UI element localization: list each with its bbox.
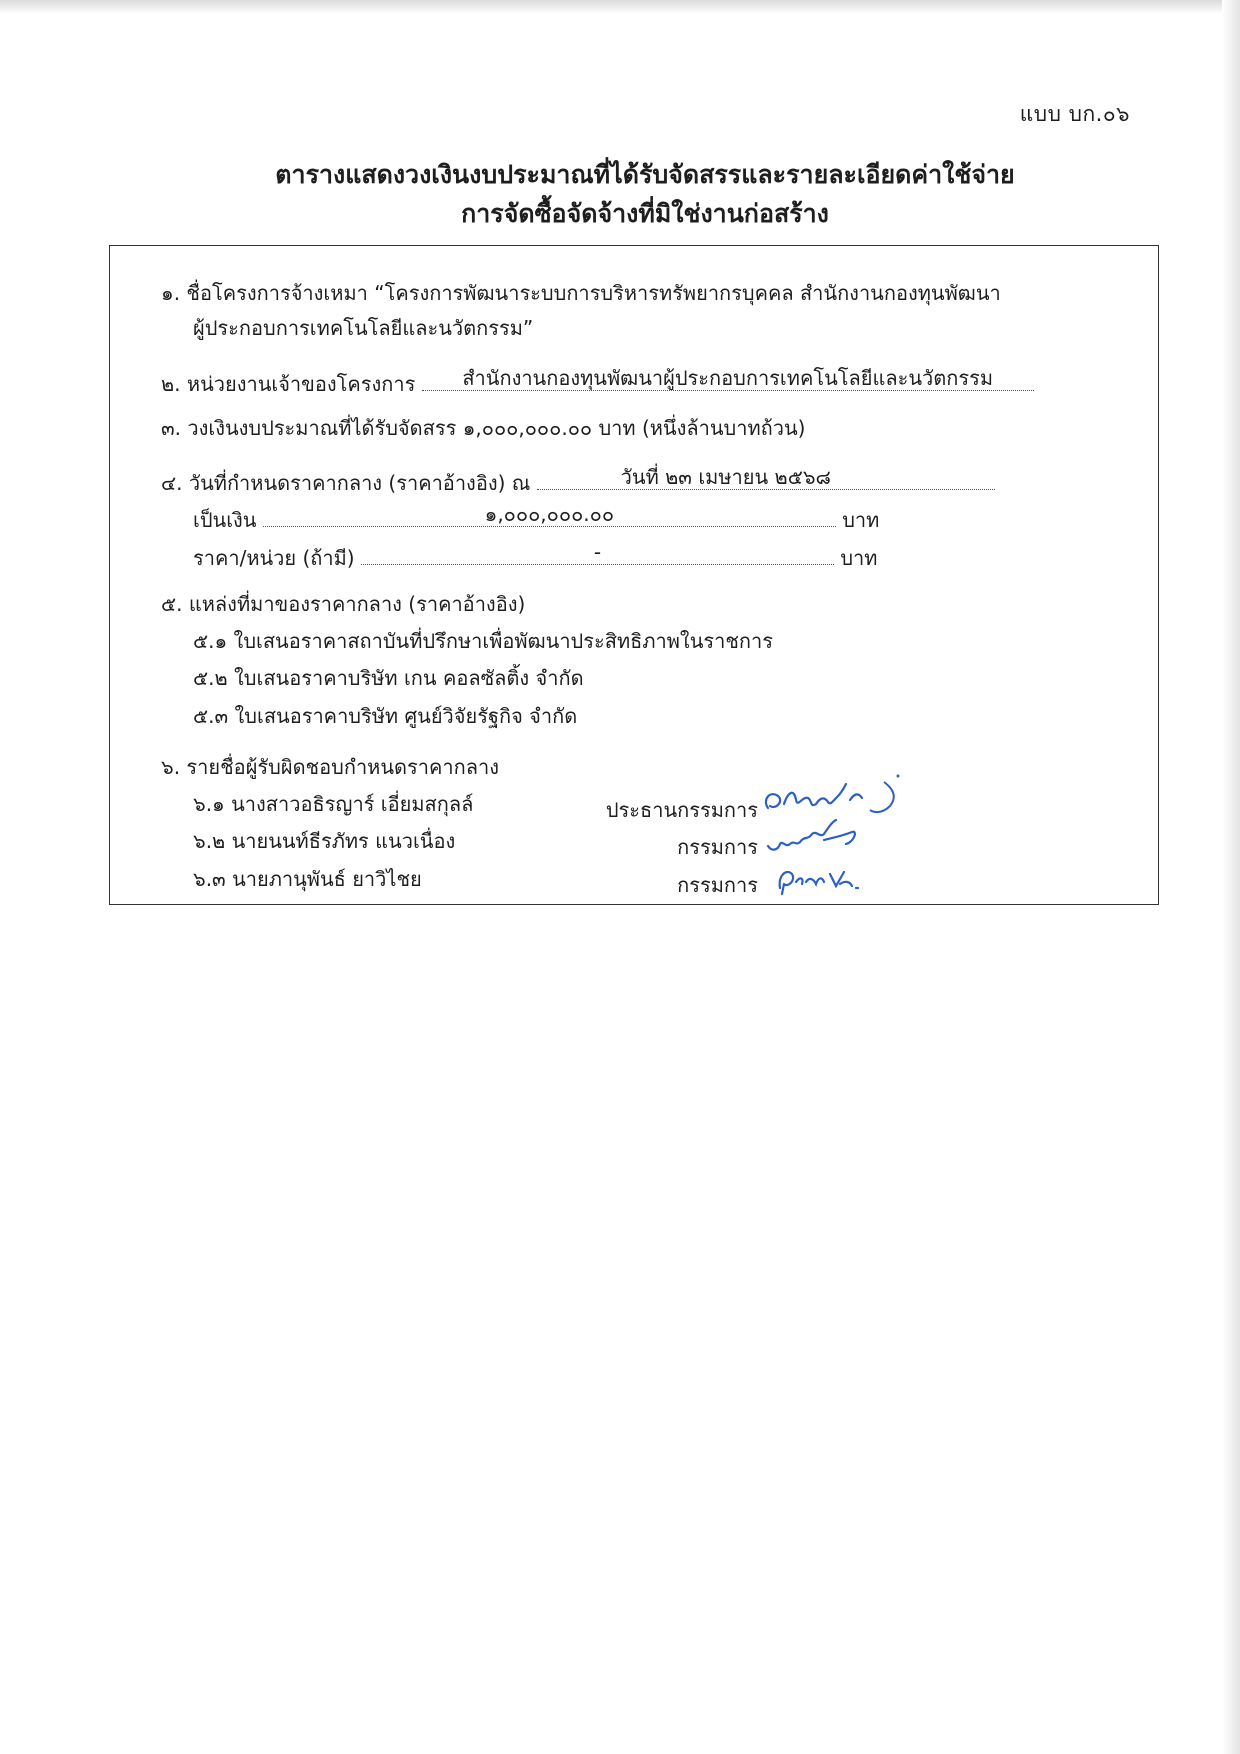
item4-label: ๔. วันที่กำหนดราคากลาง (ราคาอ้างอิง) ณ (161, 471, 531, 495)
item4-date-fill (537, 467, 995, 490)
item5-label: ๕. แหล่งที่มาของราคากลาง (ราคาอ้างอิง) (161, 592, 526, 616)
item4-unit-price-row (193, 542, 877, 568)
item5-source-1: ๕.๑ ใบเสนอราคาสถาบันที่ปรึกษาเพื่อพัฒนาประสิทธิภาพในราชการ (193, 629, 773, 653)
document-title-line2: การจัดซื้อจัดจ้างที่มิใช่งานก่อสร้าง (461, 199, 829, 228)
item4-amount-label: เป็นเงิน (193, 508, 257, 532)
item1-line2: ผู้ประกอบการเทคโนโลยีและนวัตกรรม” (193, 316, 534, 340)
item6-label: ๖. รายชื่อผู้รับผิดชอบกำหนดราคากลาง (161, 755, 499, 779)
item4-unit-price-fill (361, 542, 834, 565)
scan-edge-right (1222, 0, 1240, 1754)
signature-member-2 (762, 812, 882, 860)
item5-source-2: ๕.๒ ใบเสนอราคาบริษัท เกน คอลซัลติ้ง จำกัด (193, 666, 584, 690)
scan-edge-top (0, 0, 1240, 14)
item4-date-value: วันที่ ๒๓ เมษายน ๒๕๖๘ (620, 465, 831, 489)
item4-unit-price-unit: บาท (840, 546, 878, 570)
item4-unit-price-value: - (593, 540, 602, 564)
member-2-role: กรรมการ (677, 835, 758, 859)
signature-member-3 (772, 858, 882, 898)
item1-line1: ๑. ชื่อโครงการจ้างเหมา “โครงการพัฒนาระบบการบริหารทรัพยากรบุคคล สำนักงานกองทุนพัฒนา (161, 281, 1001, 305)
item2-value: สำนักงานกองทุนพัฒนาผู้ประกอบการเทคโนโลยีและนวัตกรรม (462, 366, 994, 390)
member-1-name: ๖.๑ นางสาวอธิรญาร์ เอี่ยมสกุลล์ (193, 792, 474, 816)
member-3-name: ๖.๓ นายภานุพันธ์ ยาวิไชย (193, 867, 422, 891)
document-title-line1: ตารางแสดงวงเงินงบประมาณที่ได้รับจัดสรรและรายละเอียดค่าใช้จ่าย (275, 160, 1015, 189)
item2-row (161, 368, 1034, 394)
member-3-role: กรรมการ (677, 873, 758, 897)
item2-fill (422, 368, 1034, 391)
item5-source-3: ๕.๓ ใบเสนอราคาบริษัท ศูนย์วิจัยรัฐกิจ จำกัด (193, 704, 578, 728)
member-2-name: ๖.๒ นายนนท์ธีรภัทร แนวเนื่อง (193, 829, 456, 853)
item4-amount-fill (263, 504, 836, 527)
item4-row (161, 467, 995, 493)
item4-amount-unit: บาท (842, 508, 880, 532)
item4-amount-value: ๑,๐๐๐,๐๐๐.๐๐ (484, 502, 615, 526)
member-1-role: ประธานกรรมการ (605, 798, 758, 822)
item4-amount-row (193, 504, 879, 530)
item4-unit-price-label: ราคา/หน่วย (ถ้ามี) (193, 546, 355, 570)
form-code: แบบ บก.๐๖ (1019, 102, 1130, 126)
item3-text: ๓. วงเงินงบประมาณที่ได้รับจัดสรร ๑,๐๐๐,๐๐๐.๐๐ บาท (หนึ่งล้านบาทถ้วน) (161, 416, 806, 440)
item2-label: ๒. หน่วยงานเจ้าของโครงการ (161, 372, 416, 396)
